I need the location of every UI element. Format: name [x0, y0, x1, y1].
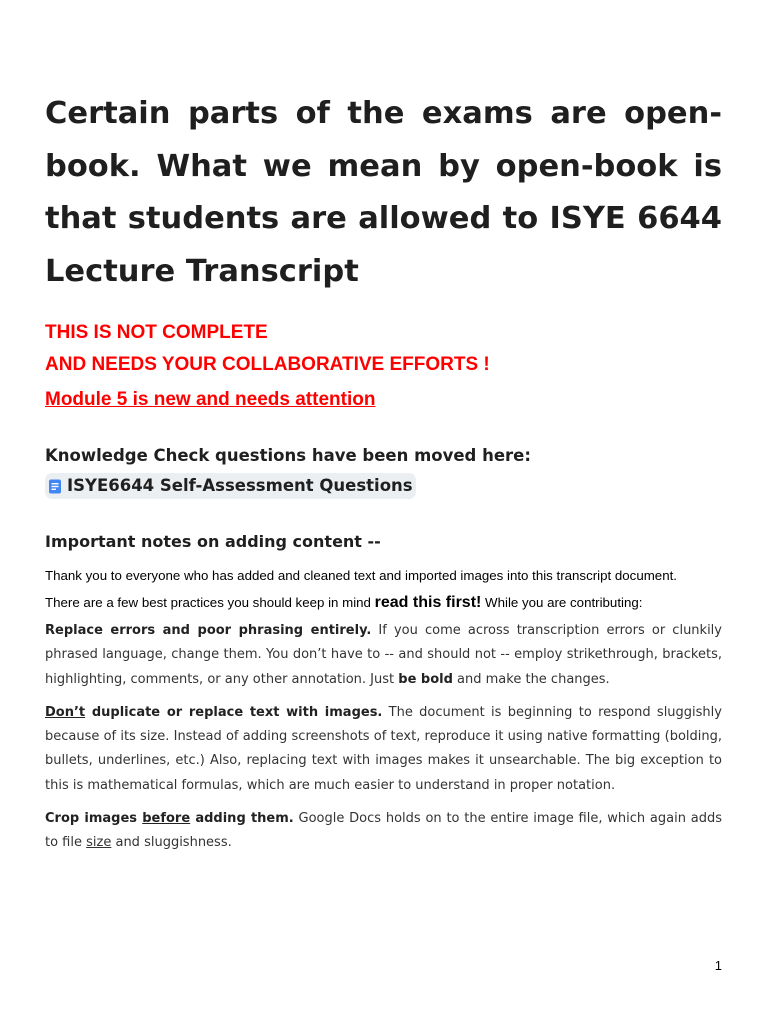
notice-module5-link[interactable]: Module 5 is new and needs attention: [45, 389, 376, 410]
before-underlined: before: [142, 811, 191, 827]
practice-no-images: [45, 701, 722, 798]
practice-text: Google Docs holds on to the entire image file, which again adds to file: [45, 811, 722, 851]
document-page: [45, 88, 722, 856]
practice-title: Crop images: [45, 811, 143, 827]
intro-thanks: Thank you to everyone who has added and cleaned text and imported images into this transcript document.: [45, 568, 677, 583]
intro-best-practices: [45, 593, 722, 613]
practice-title: duplicate or replace text with images.: [85, 704, 383, 720]
size-underlined: size: [86, 835, 112, 851]
practice-crop-images: [45, 807, 722, 856]
practice-text: and make the changes.: [452, 671, 610, 687]
practice-title: Replace errors and poor phrasing entirely.: [45, 623, 372, 638]
read-this-first: read this first!: [374, 594, 482, 611]
practice-text: and sluggishness.: [111, 835, 232, 851]
document-title: Certain parts of the exams are open-book. What we mean by open-book is that students are allowed to ISYE 6644 Lecture Transcript: [45, 96, 722, 289]
practice-replace-errors: [45, 619, 722, 692]
page-number: 1: [714, 958, 722, 973]
be-bold: be bold: [398, 671, 453, 687]
practice-text: If you come across transcription errors or clunkily phrased language, change them. You don’t have to -- and should not -- employ strikethrough, brackets, highlighting, comments, or any other annotation. Just: [45, 623, 722, 687]
notice-collaborate: AND NEEDS YOUR COLLABORATIVE EFFORTS !: [45, 354, 490, 375]
self-assessment-doc-chip[interactable]: [45, 473, 416, 499]
practice-text: The document is beginning to respond sluggishly because of its size. Instead of adding screenshots of text, reproduce it using native formatting (bolding, bullets, underlines, etc.) Also, replacing text with images makes it unsearchable. The big exception to this is mathematical formulas, which are much easier to understand in proper notation.: [45, 704, 722, 793]
notice-incomplete: THIS IS NOT COMPLETE: [45, 322, 268, 343]
knowledge-check-heading: Knowledge Check questions have been moved here:: [45, 446, 531, 465]
chip-label: ISYE6644 Self-Assessment Questions: [67, 476, 413, 495]
practice-title: adding them.: [190, 811, 294, 827]
google-doc-icon: [48, 479, 62, 494]
intro-text-pre: There are a few best practices you should keep in mind: [45, 595, 375, 610]
dont-underlined: Don’t: [45, 704, 86, 720]
intro-text-post: While you are contributing:: [481, 595, 643, 610]
important-notes-heading: Important notes on adding content --: [45, 532, 381, 551]
